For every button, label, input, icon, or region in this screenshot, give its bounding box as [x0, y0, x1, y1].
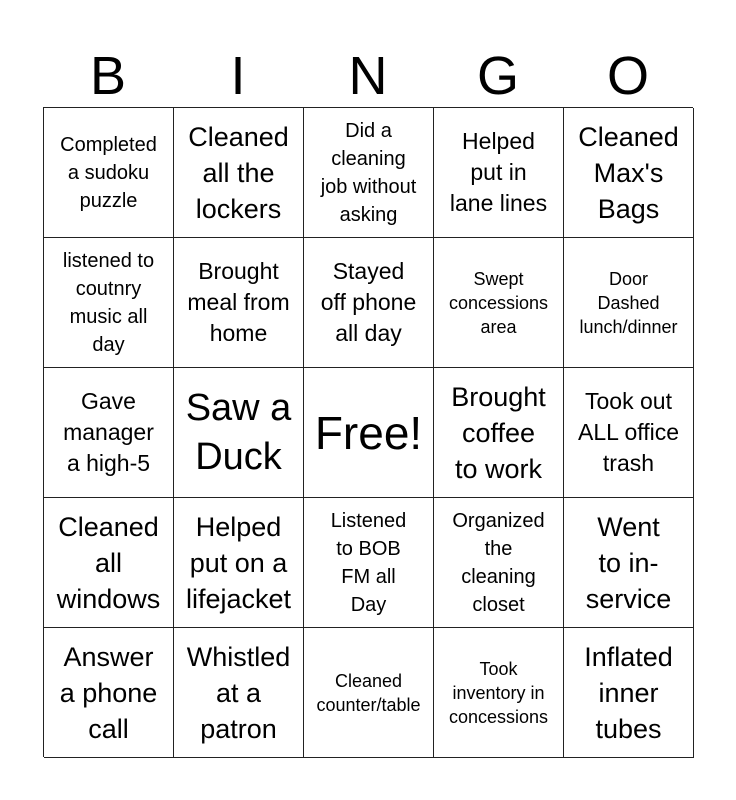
- cell-text: Cleaned counter/table: [316, 670, 421, 715]
- bingo-cell[interactable]: [174, 238, 304, 368]
- header-letter-n: N: [348, 46, 388, 106]
- bingo-header: [43, 46, 693, 106]
- free-space[interactable]: [304, 368, 434, 498]
- bingo-cell[interactable]: [434, 108, 564, 238]
- cell-text: Stayed off phone all day: [320, 258, 417, 346]
- bingo-cell[interactable]: [304, 498, 434, 628]
- bingo-cell[interactable]: [434, 368, 564, 498]
- cell-text: Brought meal from home: [187, 258, 290, 346]
- bingo-cell[interactable]: [434, 628, 564, 758]
- cell-text: Took inventory in concessions: [448, 658, 549, 727]
- cell-text: Whistled at a patron: [186, 641, 291, 744]
- bingo-cell[interactable]: [174, 108, 304, 238]
- cell-text: Free!: [314, 406, 423, 459]
- cell-text: Helped put on a lifejacket: [185, 511, 292, 614]
- cell-text: Did a cleaning job without asking: [320, 119, 417, 226]
- bingo-cell[interactable]: [434, 498, 564, 628]
- cell-text: Listened to BOB FM all Day: [330, 509, 407, 616]
- bingo-cell[interactable]: [434, 238, 564, 368]
- bingo-cell[interactable]: [304, 108, 434, 238]
- bingo-cell[interactable]: [44, 498, 174, 628]
- cell-text: Cleaned Max's Bags: [578, 121, 679, 224]
- header-letter-g: G: [476, 46, 519, 106]
- cell-text: Went to in- service: [585, 511, 672, 614]
- bingo-cell[interactable]: [564, 238, 694, 368]
- bingo-cell[interactable]: [174, 498, 304, 628]
- bingo-cell[interactable]: [44, 238, 174, 368]
- cell-text: Cleaned all windows: [56, 511, 161, 614]
- cell-text: Swept concessions area: [448, 268, 549, 337]
- cell-text: Brought coffee to work: [451, 381, 546, 484]
- cell-text: Saw a Duck: [185, 386, 292, 478]
- header-letter-o: O: [606, 46, 649, 106]
- bingo-cell[interactable]: [564, 108, 694, 238]
- bingo-cell[interactable]: [174, 628, 304, 758]
- cell-text: Completed a sudoku puzzle: [60, 133, 157, 212]
- bingo-cell[interactable]: [304, 238, 434, 368]
- header-letter-i: I: [230, 46, 246, 106]
- bingo-cell[interactable]: [44, 368, 174, 498]
- bingo-cell[interactable]: [564, 498, 694, 628]
- cell-text: listened to coutnry music all day: [62, 249, 155, 356]
- bingo-cell[interactable]: [564, 368, 694, 498]
- bingo-cell[interactable]: [564, 628, 694, 758]
- bingo-cell[interactable]: [44, 108, 174, 238]
- cell-text: Helped put in lane lines: [449, 128, 548, 216]
- cell-text: Cleaned all the lockers: [188, 121, 289, 224]
- bingo-cell[interactable]: [44, 628, 174, 758]
- cell-text: Took out ALL office trash: [577, 388, 680, 476]
- bingo-grid: [43, 107, 693, 757]
- cell-text: Gave manager a high-5: [63, 388, 154, 476]
- cell-text: Inflated inner tubes: [584, 641, 673, 744]
- cell-text: Answer a phone call: [59, 641, 158, 744]
- bingo-cell[interactable]: [174, 368, 304, 498]
- header-letter-b: B: [89, 46, 127, 106]
- cell-text: Door Dashed lunch/dinner: [579, 268, 678, 337]
- cell-text: Organized the cleaning closet: [452, 509, 545, 616]
- bingo-cell[interactable]: [304, 628, 434, 758]
